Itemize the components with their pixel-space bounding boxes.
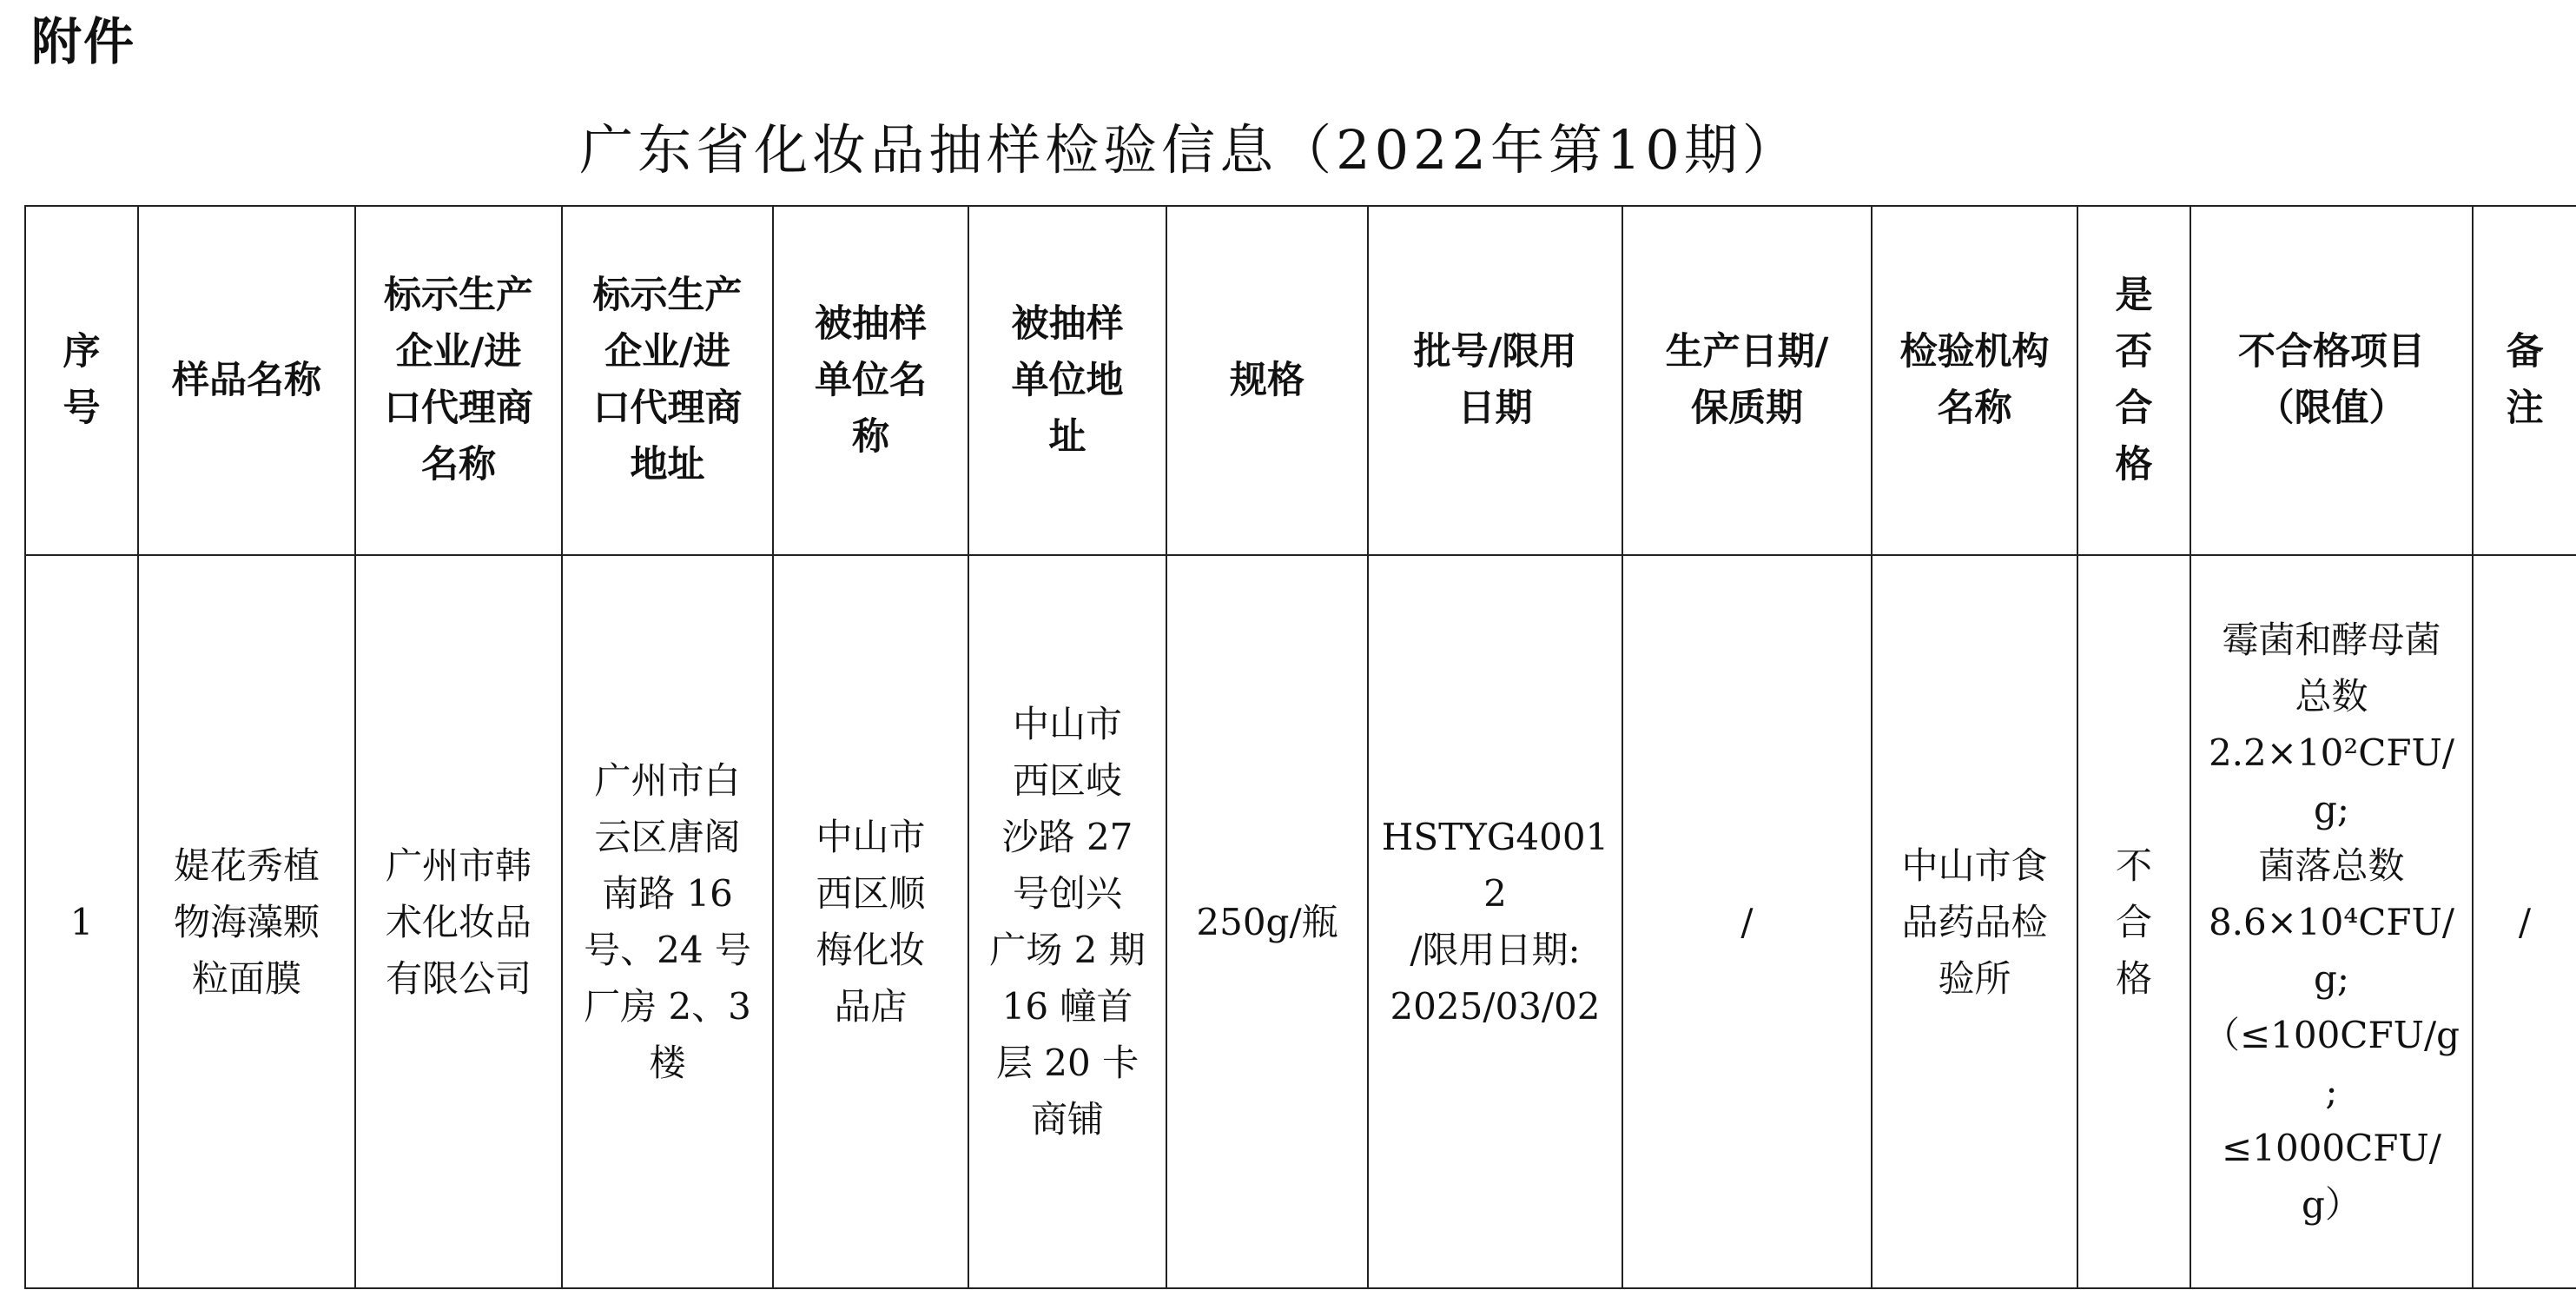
inspection-table — [24, 205, 2576, 1289]
header-inspection-agency: 检验机构 名称 — [1872, 206, 2077, 555]
header-qualified: 是 否 合 格 — [2077, 206, 2190, 555]
cell-specification: 250g/瓶 — [1166, 555, 1368, 1288]
cell-sample-name: 媞花秀植 物海藻颗 粒面膜 — [138, 555, 355, 1288]
cell-remarks: / — [2473, 555, 2576, 1288]
page-title: 广东省化妆品抽样检验信息（2022年第10期） — [579, 118, 1800, 182]
header-sample-name: 样品名称 — [138, 206, 355, 555]
cell-inspection-agency: 中山市食 品药品检 验所 — [1872, 555, 2077, 1288]
cell-failed-items: 霉菌和酵母菌 总数 2.2×10²CFU/ g; 菌落总数 8.6×10⁴CFU/ g; （≤100CFU/g ; ≤1000CFU/g） — [2190, 555, 2473, 1288]
cell-sampled-unit-address: 中山市 西区岐 沙路 27 号创兴 广场 2 期 16 幢首 层 20 卡 商铺 — [968, 555, 1166, 1288]
cell-manufacturer-address: 广州市白 云区唐阁 南路 16 号、24 号 厂房 2、3 楼 — [562, 555, 773, 1288]
header-remarks: 备 注 — [2473, 206, 2576, 555]
header-batch-expiry: 批号/限用 日期 — [1368, 206, 1622, 555]
cell-sampled-unit-name: 中山市 西区顺 梅化妆 品店 — [773, 555, 968, 1288]
cell-manufacturer-name: 广州市韩 术化妆品 有限公司 — [355, 555, 562, 1288]
header-serial: 序 号 — [25, 206, 138, 555]
header-specification: 规格 — [1166, 206, 1368, 555]
header-manufacturer-name: 标示生产 企业/进 口代理商 名称 — [355, 206, 562, 555]
table-header-row — [25, 206, 2576, 555]
header-failed-items: 不合格项目 （限值） — [2190, 206, 2473, 555]
header-production-date: 生产日期/ 保质期 — [1622, 206, 1872, 555]
cell-qualified: 不 合 格 — [2077, 555, 2190, 1288]
cell-serial: 1 — [25, 555, 138, 1288]
header-sampled-unit-address: 被抽样 单位地 址 — [968, 206, 1166, 555]
header-manufacturer-address: 标示生产 企业/进 口代理商 地址 — [562, 206, 773, 555]
header-sampled-unit-name: 被抽样 单位名 称 — [773, 206, 968, 555]
attachment-label: 附件 — [31, 12, 136, 71]
cell-production-date: / — [1622, 555, 1872, 1288]
cell-batch-expiry: HSTYG40012 /限用日期: 2025/03/02 — [1368, 555, 1622, 1288]
table-row — [25, 555, 2576, 1288]
